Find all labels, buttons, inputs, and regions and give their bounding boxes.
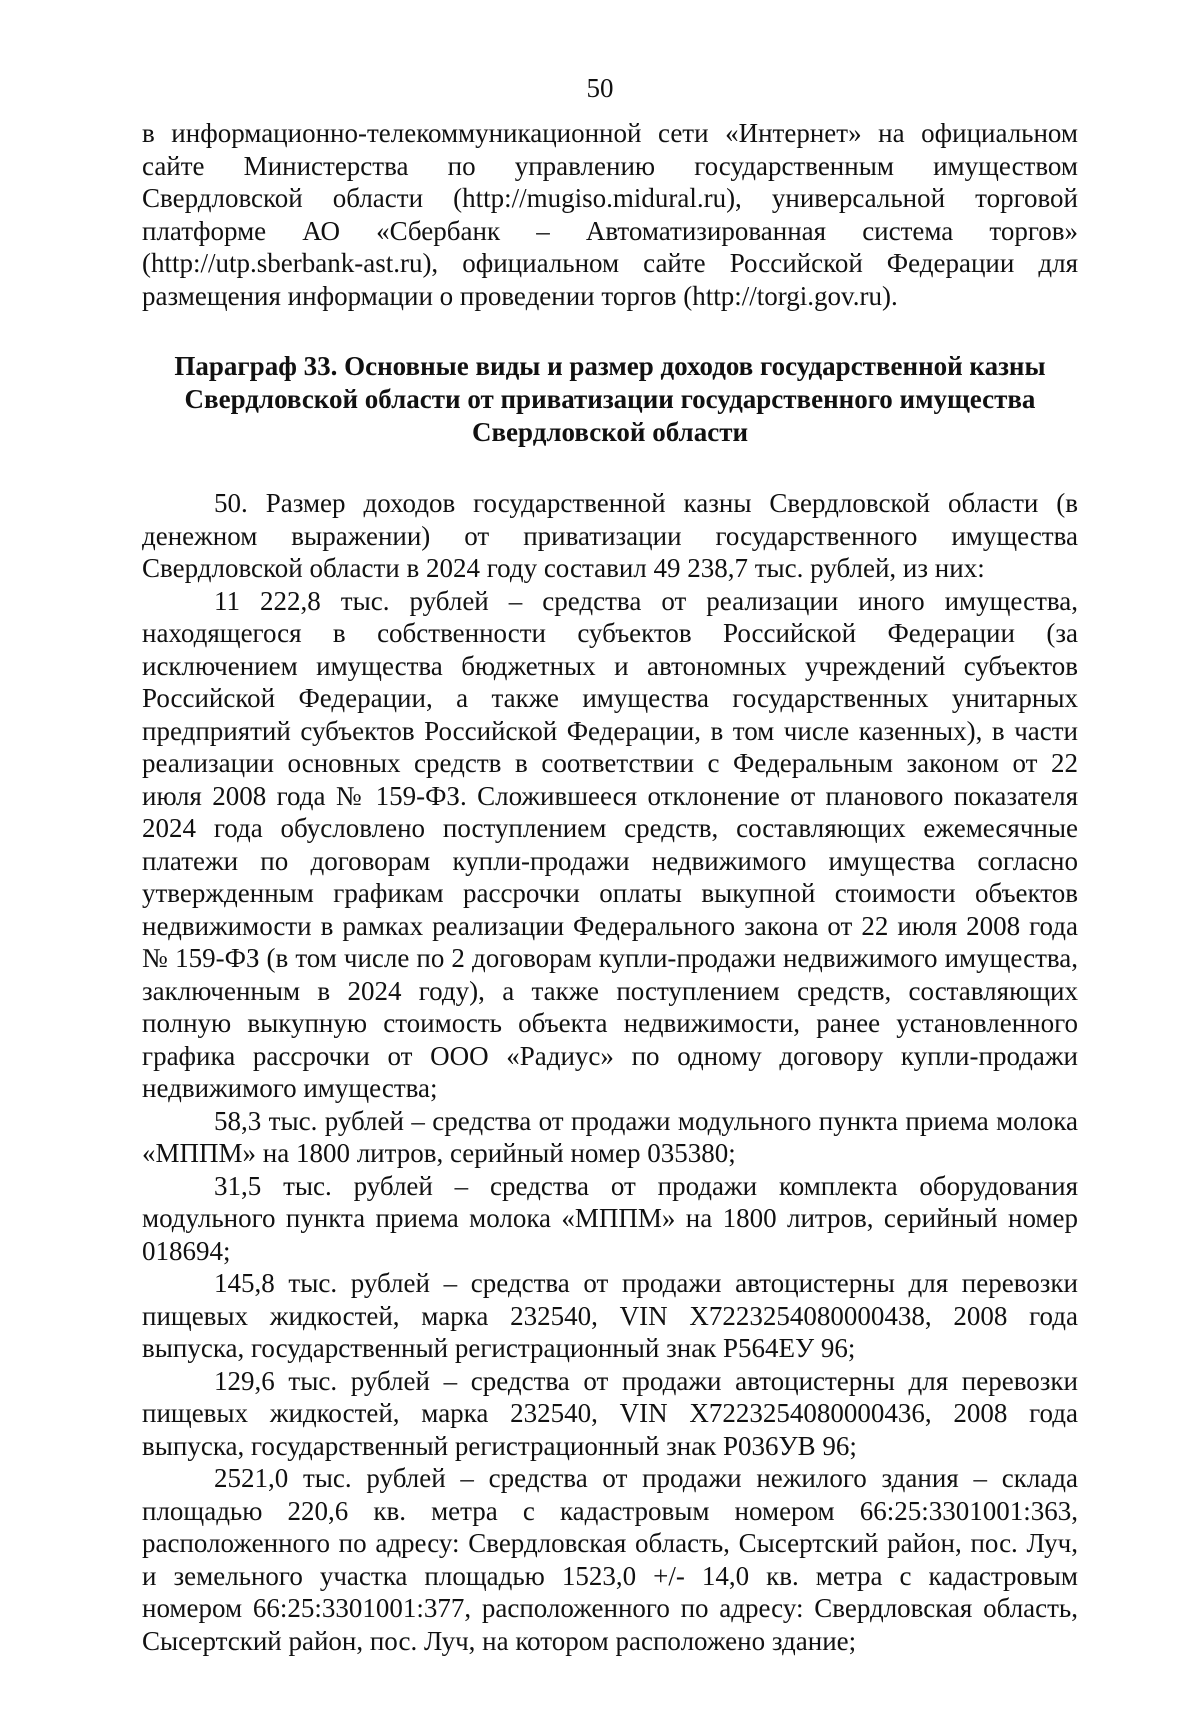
page-number: 50 — [586, 73, 614, 103]
paragraph-50-intro: 50. Размер доходов государственной казны Свердловской области (в денежном выражении) от приватизации государственного имущества Свердловской области в 2024 году составил 49 238,7 тыс. рублей, из них: — [142, 488, 1078, 583]
section-heading-line-1: Параграф 33. Основные виды и размер доходов государственной казны — [174, 351, 1046, 381]
list-item-income-milk-point: 58,3 тыс. рублей – средства от продажи модульного пункта приема молока «МППМ» на 1800 литров, серийный номер 035380; — [142, 1105, 1078, 1168]
list-item-income-milk-equipment: 31,5 тыс. рублей – средства от продажи комплекта оборудования модульного пункта приема молока «МППМ» на 1800 литров, серийный номер 018694; — [142, 1170, 1078, 1266]
section-heading-line-2: Свердловской области от приватизации государственного имущества — [184, 384, 1036, 414]
section-heading-line-3: Свердловской области — [471, 417, 749, 447]
list-item-income-other-property: 11 222,8 тыс. рублей – средства от реализации иного имущества, находящегося в собственности субъектов Российской Федерации (за исключением имущества бюджетных и автономных учреждений субъектов Российской Федерации, а также имущества государственных унитарных предприятий субъектов Российской Федерации, в том числе казенных), в части реализации основных средств в соответствии с Федеральным законом от 22 июля 2008 года № 159-ФЗ. Сложившееся отклонение от планового показателя 2024 года обусловлено поступлением средств, составляющих ежемесячные платежи по договорам купли-продажи недвижимого имущества согласно утвержденным графикам рассрочки оплаты выкупной стоимости объектов недвижимости в рамках реализации Федерального закона от 22 июля 2008 года № 159-ФЗ (в том числе по 2 договорам купли-продажи недвижимого имущества, заключенным в 2024 году), а также поступлением средств, составляющих полную выкупную стоимость объекта недвижимости, ранее установленного графика рассрочки от ООО «Радиус» по одному договору купли-продажи недвижимого имущества; — [142, 585, 1078, 1103]
list-item-income-tanker-2: 129,6 тыс. рублей – средства от продажи автоцистерны для перевозки пищевых жидкостей, марка 232540, VIN X7223254080000436, 2008 года выпуска, государственный регистрационный знак Р036УВ 96; — [142, 1365, 1078, 1461]
intro-paragraph: в информационно-телекоммуникационной сети «Интернет» на официальном сайте Министерства по управлению государственным имуществом Свердловской области (http://mugiso.midural.ru), универсальной торговой платформе АО «Сбербанк – Автоматизированная система торгов» (http://utp.sberbank-ast.ru), официальном сайте Российской Федерации для размещения информации о проведении торгов (http://torgi.gov.ru). — [142, 118, 1078, 311]
section-heading — [142, 350, 1078, 449]
list-item-income-warehouse: 2521,0 тыс. рублей – средства от продажи нежилого здания – склада площадью 220,6 кв. метра с кадастровым номером 66:25:3301001:363, расположенного по адресу: Свердловская область, Сысертский район, пос. Луч, и земельного участка площадью 1523,0 +/- 14,0 кв. метра с кадастровым номером 66:25:3301001:377, расположенного по адресу: Свердловская область, Сысертский район, пос. Луч, на котором расположено здание; — [142, 1463, 1078, 1656]
list-item-income-tanker-1: 145,8 тыс. рублей – средства от продажи автоцистерны для перевозки пищевых жидкостей, марка 232540, VIN X7223254080000438, 2008 года выпуска, государственный регистрационный знак Р564ЕУ 96; — [142, 1268, 1078, 1363]
document-body — [142, 117, 1078, 1657]
